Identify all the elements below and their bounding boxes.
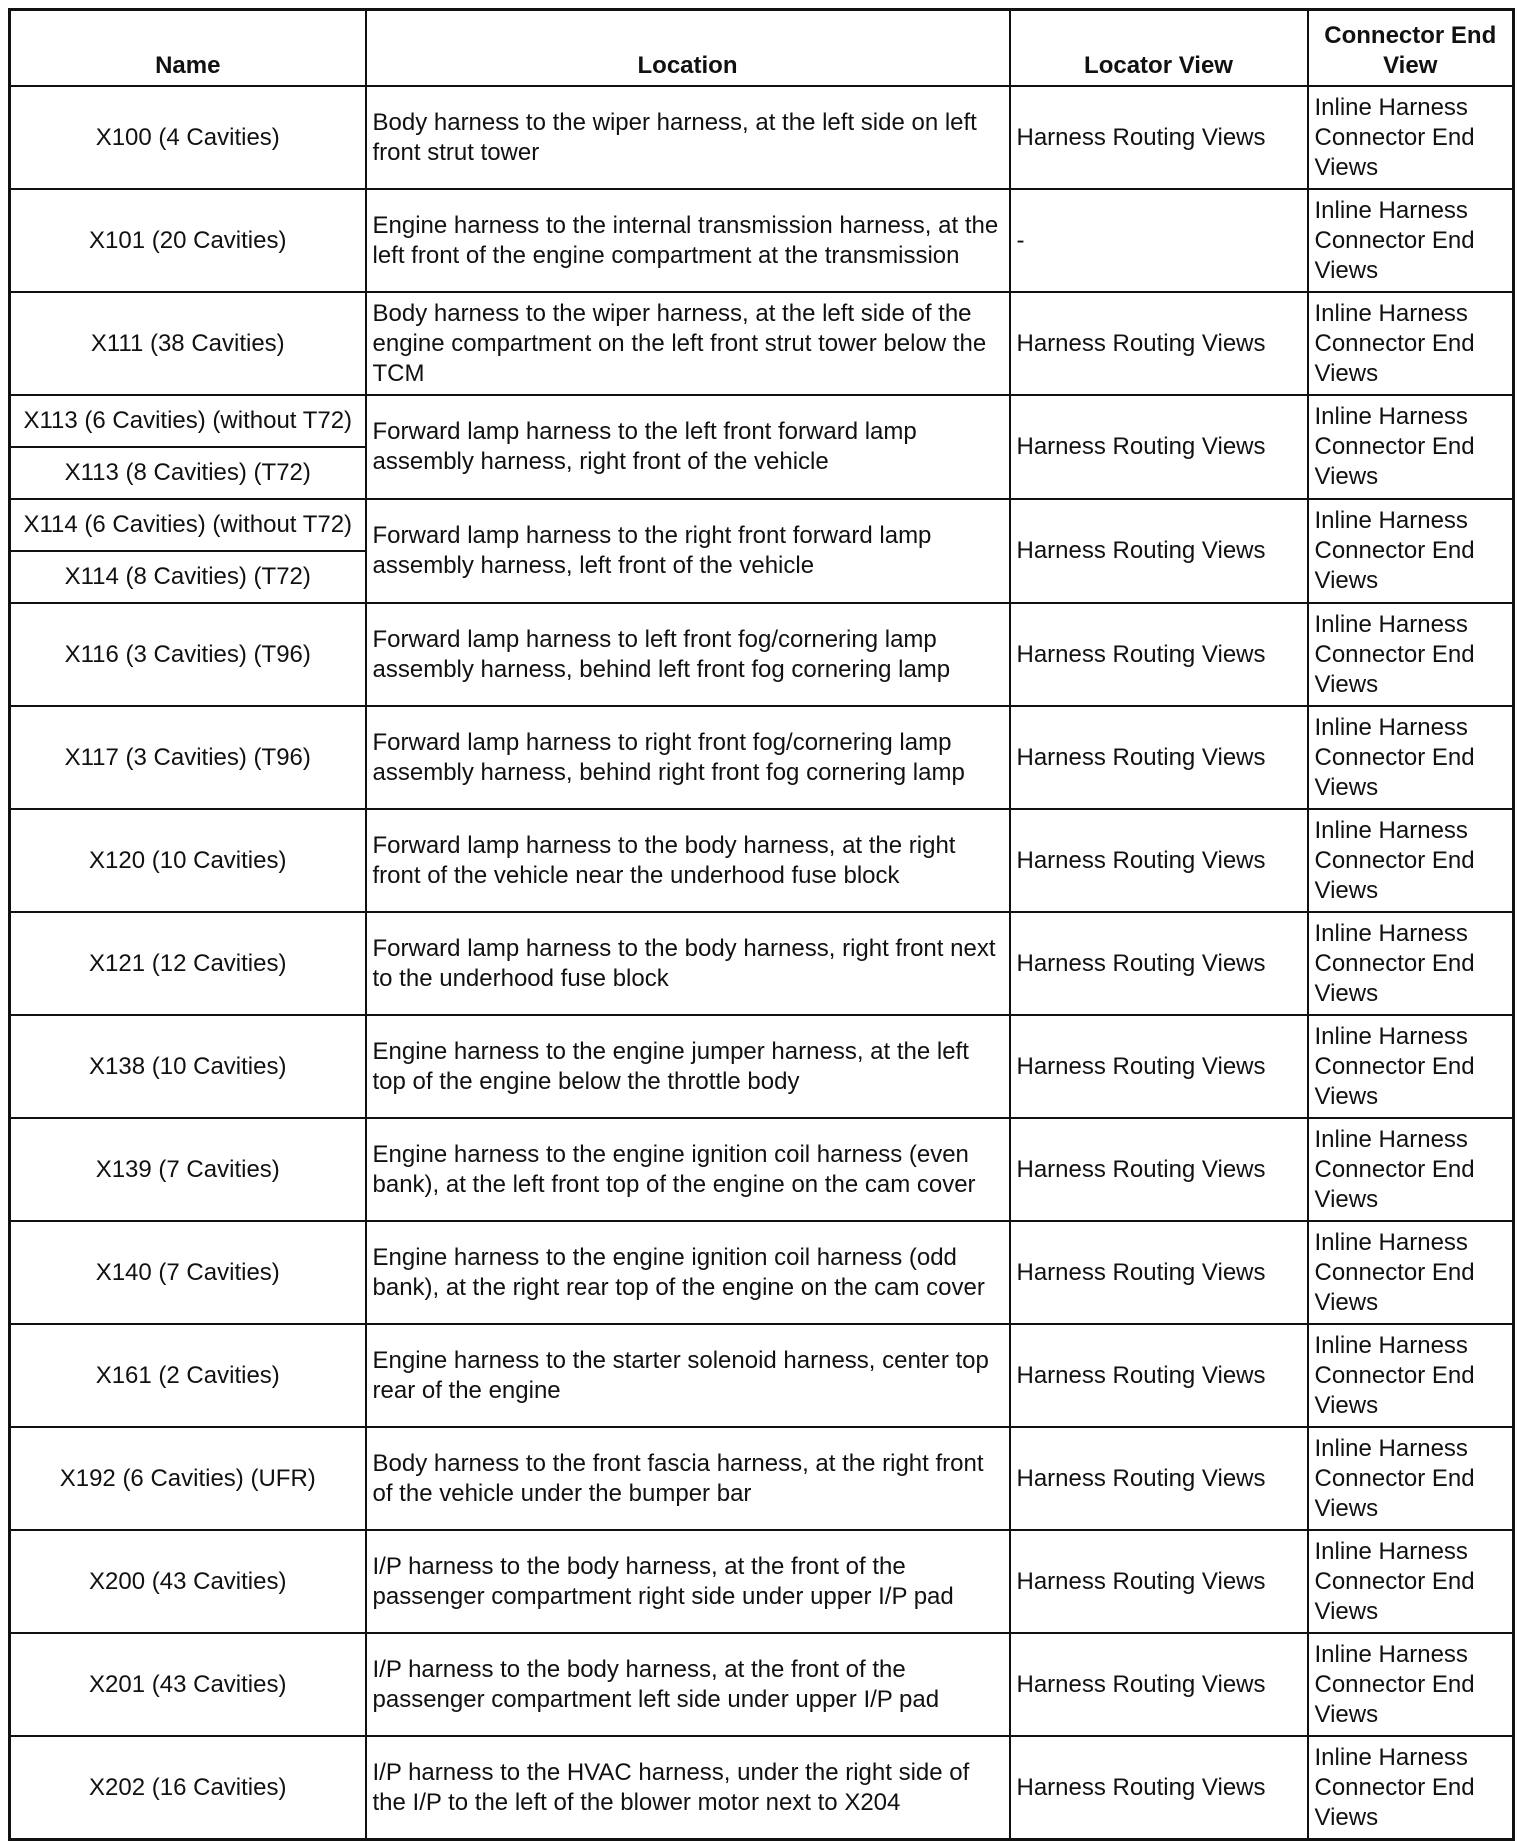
- locator-view-cell: Harness Routing Views: [1010, 1324, 1308, 1427]
- connector-name-cell: X113 (6 Cavities) (without T72): [10, 395, 366, 447]
- connector-end-view-cell: Inline Harness Connector End Views: [1308, 189, 1514, 292]
- table-row: [10, 86, 1514, 189]
- connector-end-view-cell: Inline Harness Connector End Views: [1308, 809, 1514, 912]
- table-row: [10, 1118, 1514, 1221]
- connector-end-view-cell: Inline Harness Connector End Views: [1308, 1015, 1514, 1118]
- connector-name-cell: X111 (38 Cavities): [10, 292, 366, 395]
- table-row: [10, 912, 1514, 1015]
- connector-name-cell: X120 (10 Cavities): [10, 809, 366, 912]
- table-row: [10, 499, 1514, 551]
- connector-end-view-cell: Inline Harness Connector End Views: [1308, 1530, 1514, 1633]
- table-row: [10, 1427, 1514, 1530]
- connector-name-cell: X121 (12 Cavities): [10, 912, 366, 1015]
- locator-view-cell: Harness Routing Views: [1010, 1633, 1308, 1736]
- locator-view-cell: Harness Routing Views: [1010, 1118, 1308, 1221]
- connector-end-view-cell: Inline Harness Connector End Views: [1308, 1324, 1514, 1427]
- header-locator-view: Locator View: [1010, 10, 1308, 87]
- header-connector-end-view: Connector End View: [1308, 10, 1514, 87]
- locator-view-cell: Harness Routing Views: [1010, 1736, 1308, 1840]
- location-cell: Forward lamp harness to left front fog/cornering lamp assembly harness, behind left front fog cornering lamp: [366, 603, 1010, 706]
- locator-view-cell: Harness Routing Views: [1010, 1015, 1308, 1118]
- connector-name-cell: X202 (16 Cavities): [10, 1736, 366, 1840]
- location-cell: Engine harness to the engine ignition coil harness (odd bank), at the right rear top of the engine on the cam cover: [366, 1221, 1010, 1324]
- location-cell: Engine harness to the engine ignition coil harness (even bank), at the left front top of the engine on the cam cover: [366, 1118, 1010, 1221]
- locator-view-cell: Harness Routing Views: [1010, 912, 1308, 1015]
- connector-end-view-cell: Inline Harness Connector End Views: [1308, 292, 1514, 395]
- locator-view-cell: Harness Routing Views: [1010, 1221, 1308, 1324]
- connector-end-view-cell: Inline Harness Connector End Views: [1308, 706, 1514, 809]
- connector-name-cell: X100 (4 Cavities): [10, 86, 366, 189]
- header-name: Name: [10, 10, 366, 87]
- connector-end-view-cell: Inline Harness Connector End Views: [1308, 1221, 1514, 1324]
- connector-name-cell: X114 (8 Cavities) (T72): [10, 551, 366, 603]
- connector-name-cell: X101 (20 Cavities): [10, 189, 366, 292]
- table-row: [10, 1633, 1514, 1736]
- location-cell: I/P harness to the body harness, at the front of the passenger compartment left side under upper I/P pad: [366, 1633, 1010, 1736]
- locator-view-cell: Harness Routing Views: [1010, 1530, 1308, 1633]
- header-row: [10, 10, 1514, 87]
- connector-name-cell: X192 (6 Cavities) (UFR): [10, 1427, 366, 1530]
- connector-end-view-cell: Inline Harness Connector End Views: [1308, 395, 1514, 499]
- locator-view-cell: -: [1010, 189, 1308, 292]
- table-row: [10, 1015, 1514, 1118]
- table-row: [10, 1221, 1514, 1324]
- location-cell: Engine harness to the internal transmission harness, at the left front of the engine compartment at the transmission: [366, 189, 1010, 292]
- connector-end-view-cell: Inline Harness Connector End Views: [1308, 912, 1514, 1015]
- connector-end-view-cell: Inline Harness Connector End Views: [1308, 603, 1514, 706]
- connector-end-view-cell: Inline Harness Connector End Views: [1308, 1736, 1514, 1840]
- connector-name-cell: X201 (43 Cavities): [10, 1633, 366, 1736]
- location-cell: Body harness to the front fascia harness, at the right front of the vehicle under the bumper bar: [366, 1427, 1010, 1530]
- connector-name-cell: X200 (43 Cavities): [10, 1530, 366, 1633]
- header-location: Location: [366, 10, 1010, 87]
- connector-name-cell: X138 (10 Cavities): [10, 1015, 366, 1118]
- locator-view-cell: Harness Routing Views: [1010, 86, 1308, 189]
- locator-view-cell: Harness Routing Views: [1010, 1427, 1308, 1530]
- location-cell: Engine harness to the starter solenoid harness, center top rear of the engine: [366, 1324, 1010, 1427]
- table-row: [10, 1324, 1514, 1427]
- connector-name-cell: X113 (8 Cavities) (T72): [10, 447, 366, 499]
- location-cell: Forward lamp harness to right front fog/cornering lamp assembly harness, behind right front fog cornering lamp: [366, 706, 1010, 809]
- location-cell: Forward lamp harness to the left front forward lamp assembly harness, right front of the vehicle: [366, 395, 1010, 499]
- connector-name-cell: X161 (2 Cavities): [10, 1324, 366, 1427]
- table-row: [10, 292, 1514, 395]
- table-row: [10, 189, 1514, 292]
- location-cell: Body harness to the wiper harness, at the left side of the engine compartment on the left front strut tower below the TCM: [366, 292, 1010, 395]
- connector-end-view-cell: Inline Harness Connector End Views: [1308, 1633, 1514, 1736]
- locator-view-cell: Harness Routing Views: [1010, 603, 1308, 706]
- location-cell: Forward lamp harness to the body harness, at the right front of the vehicle near the underhood fuse block: [366, 809, 1010, 912]
- table-row: [10, 395, 1514, 447]
- connector-name-cell: X114 (6 Cavities) (without T72): [10, 499, 366, 551]
- locator-view-cell: Harness Routing Views: [1010, 395, 1308, 499]
- locator-view-cell: Harness Routing Views: [1010, 499, 1308, 603]
- locator-view-cell: Harness Routing Views: [1010, 292, 1308, 395]
- location-cell: Forward lamp harness to the right front forward lamp assembly harness, left front of the vehicle: [366, 499, 1010, 603]
- connector-end-view-cell: Inline Harness Connector End Views: [1308, 499, 1514, 603]
- connector-end-view-cell: Inline Harness Connector End Views: [1308, 86, 1514, 189]
- connector-name-cell: X139 (7 Cavities): [10, 1118, 366, 1221]
- connector-end-view-cell: Inline Harness Connector End Views: [1308, 1427, 1514, 1530]
- connector-name-cell: X140 (7 Cavities): [10, 1221, 366, 1324]
- location-cell: Forward lamp harness to the body harness, right front next to the underhood fuse block: [366, 912, 1010, 1015]
- location-cell: I/P harness to the body harness, at the front of the passenger compartment right side under upper I/P pad: [366, 1530, 1010, 1633]
- location-cell: Engine harness to the engine jumper harness, at the left top of the engine below the throttle body: [366, 1015, 1010, 1118]
- location-cell: I/P harness to the HVAC harness, under the right side of the I/P to the left of the blower motor next to X204: [366, 1736, 1010, 1840]
- location-cell: Body harness to the wiper harness, at the left side on left front strut tower: [366, 86, 1010, 189]
- locator-view-cell: Harness Routing Views: [1010, 706, 1308, 809]
- table-row: [10, 1736, 1514, 1840]
- connector-name-cell: X117 (3 Cavities) (T96): [10, 706, 366, 809]
- table-row: [10, 706, 1514, 809]
- table-row: [10, 1530, 1514, 1633]
- table-row: [10, 603, 1514, 706]
- connector-table: [8, 8, 1515, 1841]
- connector-end-view-cell: Inline Harness Connector End Views: [1308, 1118, 1514, 1221]
- locator-view-cell: Harness Routing Views: [1010, 809, 1308, 912]
- table-row: [10, 809, 1514, 912]
- connector-name-cell: X116 (3 Cavities) (T96): [10, 603, 366, 706]
